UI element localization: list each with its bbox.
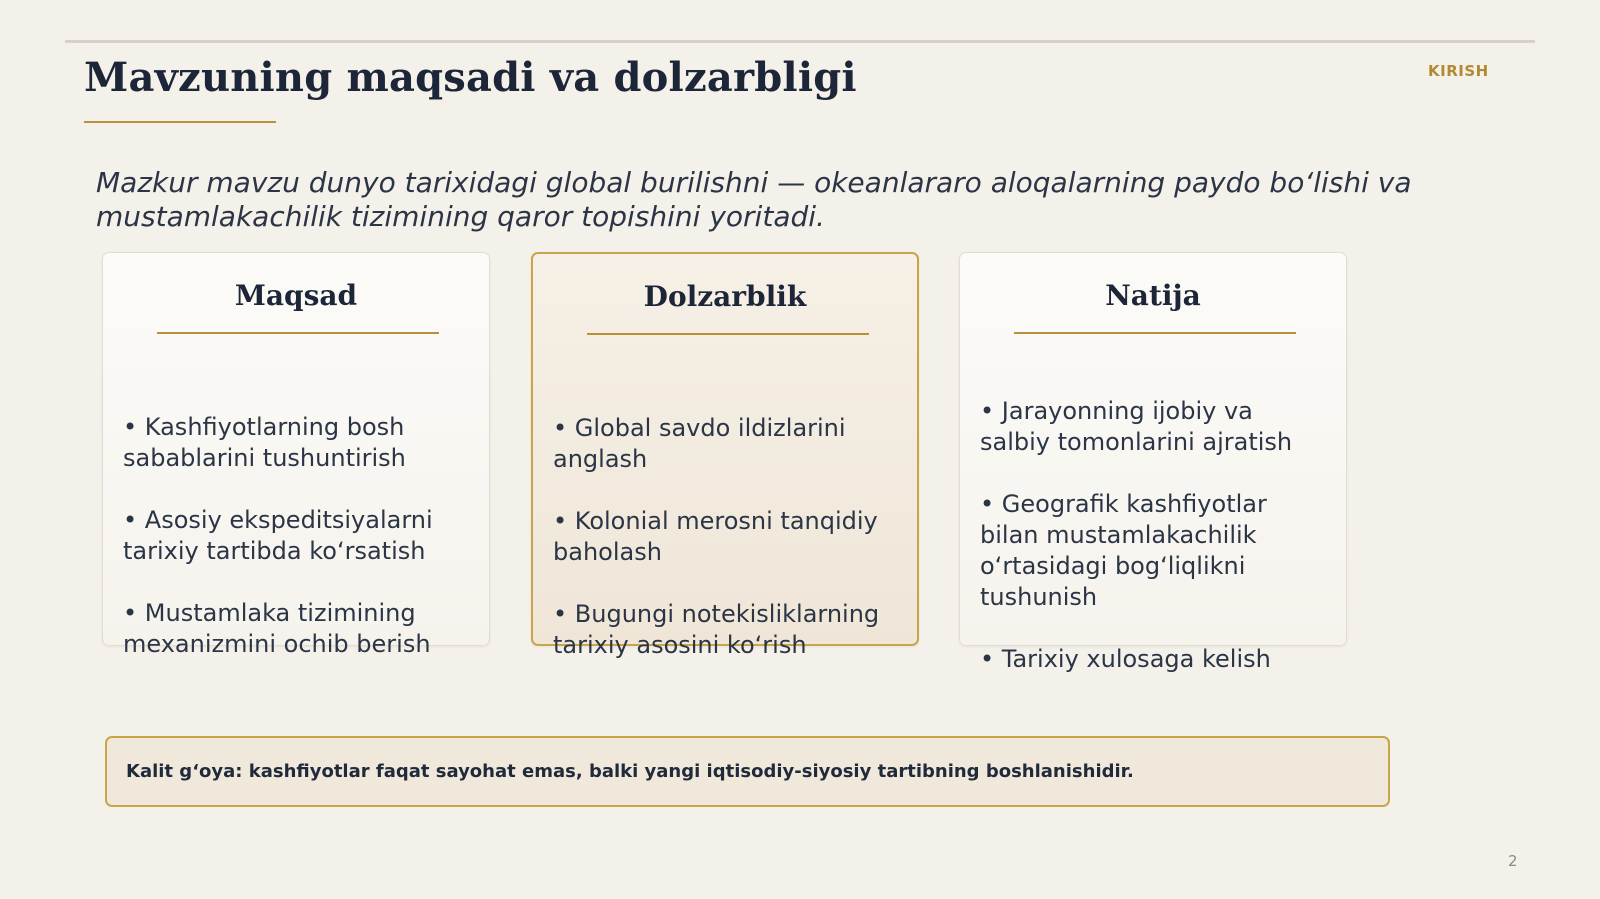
list-item: • Jarayonning ijobiy va salbiy tomonlarini ajratish (980, 397, 1293, 456)
section-tag: KIRISH (1428, 62, 1489, 80)
card-natija (959, 252, 1347, 673)
card-divider (587, 333, 869, 335)
card-title: Natija (1105, 279, 1201, 312)
card-list (980, 365, 1330, 706)
page-number: 2 (1508, 852, 1518, 870)
intro-text: Mazkur mavzu dunyo tarixidagi global burilishni — okeanlararo aloqalarning paydo bo‘lishi va mustamlakachilik tizimining qaror topishini yoritadi. (96, 166, 1412, 233)
list-item: • Bugungi notekisliklarning tarixiy asosini ko‘rish (553, 600, 880, 659)
card-title: Dolzarblik (643, 280, 807, 313)
list-item: • Mustamlaka tizimining mexanizmini ochib berish (123, 599, 431, 658)
list-item: • Global savdo ildizlarini anglash (553, 414, 846, 473)
list-item: • Kashfiyotlarning bosh sabablarini tushuntirish (123, 413, 406, 472)
card-list (553, 382, 901, 692)
slide-title: Mavzuning maqsadi va dolzarbligi (84, 54, 857, 101)
key-idea-box (105, 736, 1390, 807)
list-item: • Geografik kashfiyotlar bilan mustamlakachilik o‘rtasidagi bog‘liqlikni tushunish (980, 490, 1267, 611)
card-divider (1014, 332, 1296, 334)
list-item: • Asosiy ekspeditsiyalarni tarixiy tartibda ko‘rsatish (123, 506, 433, 565)
card-title: Maqsad (234, 279, 358, 312)
card-dolzarblik (531, 252, 919, 659)
card-list (123, 381, 473, 691)
key-idea-text: Kalit g‘oya: kashfiyotlar faqat sayohat emas, balki yangi iqtisodiy-siyosiy tartibning boshlanishidir. (126, 761, 1134, 782)
list-item: • Tarixiy xulosaga kelish (980, 645, 1271, 673)
list-item: • Kolonial merosni tanqidiy baholash (553, 507, 878, 566)
card-maqsad (102, 252, 490, 658)
card-divider (157, 332, 439, 334)
top-rule (65, 40, 1535, 43)
title-underline (84, 121, 276, 123)
